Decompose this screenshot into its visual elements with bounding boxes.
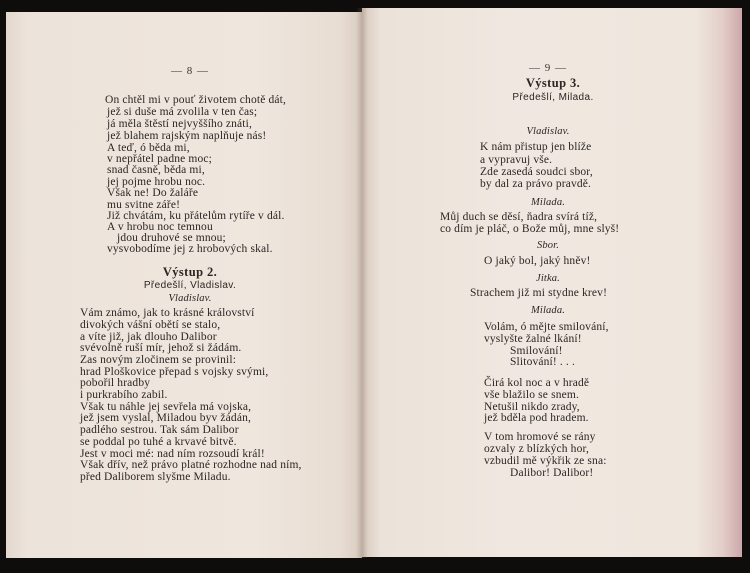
speech-line: Netušil nikdo zrady, [484,401,580,413]
speech-line: O jaký bol, jaký hněv! [484,255,591,267]
speech-line: Zas novým zločinem se provinil: [80,354,237,366]
verse-line: On chtěl mi v pouť životem chotě dát, [105,94,287,106]
speech-line: Dalibor! Dalibor! [510,467,594,479]
scene-cast: Předešlí, Vladislav. [143,280,237,291]
speaker-name: Milada. [530,197,565,208]
speech-line: Však dřív, než právo platné rozhodne nad ním, [80,459,302,471]
speech-line: Jest v moci mé: nad ním rozsoudí král! [80,448,265,460]
speaker-name: Milada. [530,305,565,316]
speech-line: Můj duch se děsí, ňadra svírá tíž, [440,211,598,223]
speech-line: V tom hromové se rány [484,431,596,443]
verse-line: v nepřátel padne moc; [107,153,213,165]
speech-line: vzbudil mě výkřik ze sna: [484,455,607,467]
speech-line: Však tu náhle jej sevřela má vojska, [80,401,252,413]
speech-line: Smilování! [510,345,563,357]
speech-line: se poddal po tuhé a krvavé bitvě. [80,436,237,448]
speech-line: pobořil hradby [80,377,151,389]
speech-line: hrad Ploškovice přepad s vojsky svými, [80,366,269,378]
page-number: — 8 — [171,65,209,77]
speech-line: Slitování! . . . [510,356,576,368]
verse-line: Již chvátám, ku přátelům rytíře v dál. [107,210,285,222]
verse-line: já měla štěstí nejvyššího znáti, [107,118,253,130]
page-number: — 9 — [529,62,567,74]
verse-line: Však ne! Do žaláře [107,187,199,199]
verse-line: A teď, ó běda mi, [107,142,190,154]
speech-line: divokých vášní obětí se stalo, [80,319,221,331]
verse-line: vysvobodíme jej z hrobových skal. [107,243,273,255]
speech-line: svévolně ruší mír, jehož si žádám. [80,342,242,354]
speech-line: K nám přistup jen blíže [480,141,592,153]
book-gutter [356,8,368,558]
speaker-name: Vladislav. [168,293,212,304]
speech-line: vše blažilo se snem. [484,389,579,401]
scene-cast: Předešlí, Milada. [512,92,594,103]
scene-title: Výstup 3. [525,76,581,90]
speech-line: vyslyšte žalné lkání! [484,333,582,345]
speech-line: by dal za právo pravdě. [480,178,592,190]
verse-line: jej pojme hrobu noc. [107,176,206,188]
speech-line: i purkrabího zabil. [80,389,168,401]
speech-line: jež bděla pod hradem. [484,412,589,424]
verse-line: snad časně, běda mi, [107,164,205,176]
verse-line: mu svitne záře! [107,199,181,211]
speech-line: co dím je pláč, o Bože můj, mne slyš! [440,223,620,235]
speech-line: ozvaly z blízkých hor, [484,443,590,455]
speech-line: Strachem již mi stydne krev! [470,287,608,299]
speech-line: Čirá kol noc a v hradě [484,377,590,389]
speech-line: Vám známo, jak to krásné království [80,307,255,319]
speech-line: jež jsem vyslal, Miladou byv žádán, [80,412,252,424]
speech-line: Zde zasedá soudci sbor, [480,166,593,178]
speech-line: před Daliborem slyšme Miladu. [80,471,231,483]
scene-title: Výstup 2. [162,265,218,279]
speech-line: Volám, ó mějte smilování, [484,321,609,333]
speech-line: padlého sestrou. Tak sám Dalibor [80,424,239,436]
verse-line: A v hrobu noc temnou [107,221,213,233]
speech-line: a vypravuj vše. [480,154,553,166]
speaker-name: Sbor. [536,240,560,251]
verse-line: jdou druhové se mnou; [117,232,226,244]
speaker-name: Vladislav. [526,126,570,137]
speaker-name: Jitka. [536,273,560,284]
verse-line: jež si duše má zvolila v ten čas; [107,106,258,118]
speech-line: a víte již, jak dlouho Dalibor [80,331,217,343]
verse-line: jež blahem rajským naplňuje nás! [107,130,267,142]
